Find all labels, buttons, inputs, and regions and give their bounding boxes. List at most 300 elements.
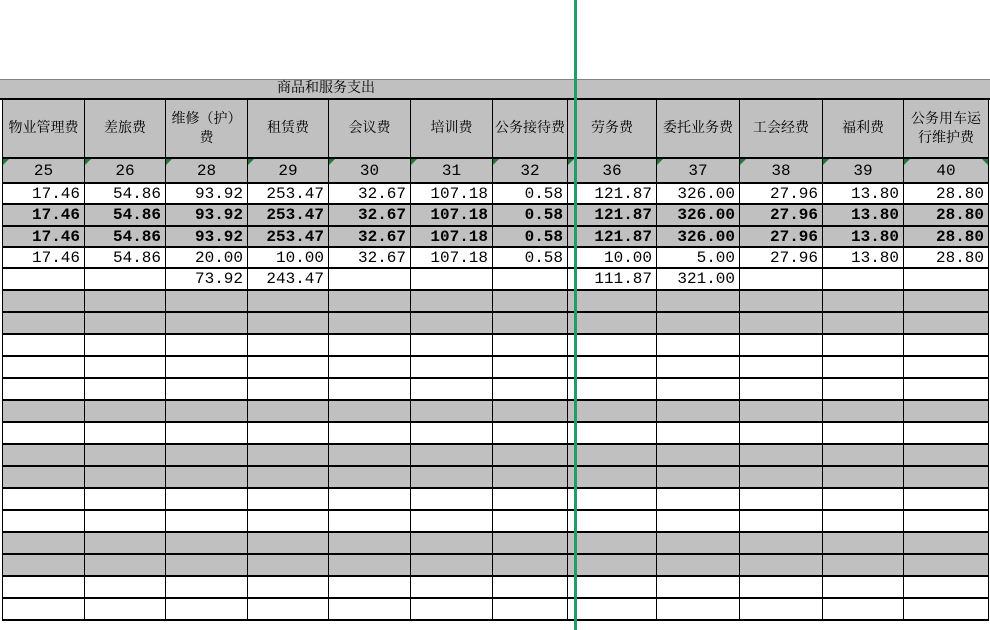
data-cell[interactable]: 54.86 xyxy=(85,226,166,247)
empty-cell[interactable] xyxy=(657,532,740,554)
empty-cell[interactable] xyxy=(568,466,657,488)
empty-cell[interactable] xyxy=(493,400,568,422)
column-code-28[interactable]: 28 xyxy=(166,158,248,183)
corner-indicator-triangle-icon xyxy=(823,159,829,165)
empty-cell[interactable] xyxy=(166,598,248,620)
empty-cell[interactable] xyxy=(740,444,823,466)
column-code-32[interactable]: 32 xyxy=(493,158,568,183)
empty-cell[interactable] xyxy=(85,400,166,422)
data-row-1 xyxy=(3,183,989,204)
empty-cell[interactable] xyxy=(411,334,493,356)
empty-cell[interactable] xyxy=(904,532,989,554)
empty-cell[interactable] xyxy=(657,312,740,334)
empty-cell[interactable] xyxy=(3,422,85,444)
empty-cell[interactable] xyxy=(329,356,411,378)
empty-cell[interactable] xyxy=(3,576,85,598)
empty-cell[interactable] xyxy=(740,598,823,620)
empty-cell[interactable] xyxy=(248,312,329,334)
empty-cell[interactable] xyxy=(740,466,823,488)
empty-cell[interactable] xyxy=(329,598,411,620)
empty-cell[interactable] xyxy=(740,532,823,554)
empty-cell[interactable] xyxy=(493,290,568,312)
empty-row-6 xyxy=(3,400,989,422)
empty-cell[interactable] xyxy=(248,334,329,356)
column-code-29[interactable]: 29 xyxy=(248,158,329,183)
empty-cell[interactable] xyxy=(329,488,411,510)
empty-cell[interactable] xyxy=(411,510,493,532)
empty-row-5 xyxy=(3,378,989,400)
empty-cell[interactable] xyxy=(329,554,411,576)
empty-cell[interactable] xyxy=(166,576,248,598)
empty-cell[interactable] xyxy=(411,554,493,576)
empty-row-7 xyxy=(3,422,989,444)
empty-cell[interactable] xyxy=(823,510,904,532)
empty-row-3 xyxy=(3,334,989,356)
empty-cell[interactable] xyxy=(740,576,823,598)
column-code-38[interactable]: 38 xyxy=(740,158,823,183)
empty-row-15 xyxy=(3,598,989,620)
data-cell[interactable]: 253.47 xyxy=(248,183,329,204)
empty-cell[interactable] xyxy=(823,400,904,422)
empty-cell[interactable] xyxy=(166,444,248,466)
data-cell[interactable] xyxy=(740,268,823,290)
empty-cell[interactable] xyxy=(248,466,329,488)
empty-cell[interactable] xyxy=(568,532,657,554)
empty-cell[interactable] xyxy=(657,488,740,510)
empty-cell[interactable] xyxy=(740,554,823,576)
column-header-37[interactable]: 委托业务费 xyxy=(657,100,740,158)
data-cell[interactable] xyxy=(823,268,904,290)
empty-cell[interactable] xyxy=(823,554,904,576)
empty-cell[interactable] xyxy=(329,312,411,334)
empty-cell[interactable] xyxy=(248,510,329,532)
empty-cell[interactable] xyxy=(166,312,248,334)
empty-cell[interactable] xyxy=(568,422,657,444)
data-cell[interactable]: 54.86 xyxy=(85,183,166,204)
empty-cell[interactable] xyxy=(904,378,989,400)
data-cell[interactable]: 54.86 xyxy=(85,247,166,268)
data-cell[interactable]: 28.80 xyxy=(904,204,989,226)
data-cell[interactable]: 28.80 xyxy=(904,226,989,247)
empty-cell[interactable] xyxy=(568,334,657,356)
data-cell[interactable]: 10.00 xyxy=(568,247,657,268)
empty-cell[interactable] xyxy=(657,378,740,400)
data-cell[interactable]: 27.96 xyxy=(740,247,823,268)
empty-cell[interactable] xyxy=(3,554,85,576)
empty-cell[interactable] xyxy=(904,334,989,356)
data-cell[interactable]: 321.00 xyxy=(657,268,740,290)
empty-cell[interactable] xyxy=(823,290,904,312)
empty-cell[interactable] xyxy=(657,510,740,532)
empty-cell[interactable] xyxy=(85,576,166,598)
empty-row-13 xyxy=(3,554,989,576)
column-code-30[interactable]: 30 xyxy=(329,158,411,183)
empty-cell[interactable] xyxy=(166,532,248,554)
empty-cell[interactable] xyxy=(823,422,904,444)
column-code-row xyxy=(3,158,989,183)
data-cell[interactable] xyxy=(329,268,411,290)
data-cell[interactable]: 73.92 xyxy=(166,268,248,290)
empty-cell[interactable] xyxy=(493,510,568,532)
empty-cell[interactable] xyxy=(493,554,568,576)
empty-cell[interactable] xyxy=(657,444,740,466)
empty-cell[interactable] xyxy=(568,554,657,576)
expense-table xyxy=(2,100,989,621)
empty-cell[interactable] xyxy=(904,290,989,312)
data-cell[interactable]: 27.96 xyxy=(740,226,823,247)
empty-cell[interactable] xyxy=(740,510,823,532)
data-cell[interactable]: 107.18 xyxy=(411,247,493,268)
empty-cell[interactable] xyxy=(657,400,740,422)
column-header-31[interactable]: 培训费 xyxy=(411,100,493,158)
empty-cell[interactable] xyxy=(493,532,568,554)
column-header-25[interactable]: 物业管理费 xyxy=(3,100,85,158)
column-header-row xyxy=(3,100,989,158)
data-cell[interactable]: 253.47 xyxy=(248,226,329,247)
data-cell[interactable]: 253.47 xyxy=(248,204,329,226)
empty-cell[interactable] xyxy=(568,488,657,510)
data-cell[interactable]: 0.58 xyxy=(493,204,568,226)
empty-cell[interactable] xyxy=(823,532,904,554)
data-cell[interactable]: 28.80 xyxy=(904,247,989,268)
corner-indicator-triangle-icon xyxy=(166,159,172,165)
empty-cell[interactable] xyxy=(904,488,989,510)
data-cell[interactable]: 13.80 xyxy=(823,183,904,204)
empty-cell[interactable] xyxy=(329,290,411,312)
empty-cell[interactable] xyxy=(568,400,657,422)
data-cell[interactable]: 27.96 xyxy=(740,183,823,204)
empty-cell[interactable] xyxy=(3,598,85,620)
empty-cell[interactable] xyxy=(568,378,657,400)
corner-indicator-triangle-icon xyxy=(493,159,499,165)
empty-cell[interactable] xyxy=(904,554,989,576)
empty-cell[interactable] xyxy=(85,532,166,554)
empty-cell[interactable] xyxy=(657,356,740,378)
data-row-5 xyxy=(3,268,989,290)
empty-cell[interactable] xyxy=(904,576,989,598)
empty-cell[interactable] xyxy=(657,466,740,488)
data-cell[interactable]: 32.67 xyxy=(329,204,411,226)
empty-cell[interactable] xyxy=(85,598,166,620)
empty-cell[interactable] xyxy=(166,488,248,510)
empty-row-12 xyxy=(3,532,989,554)
empty-cell[interactable] xyxy=(493,356,568,378)
data-cell[interactable] xyxy=(3,268,85,290)
empty-cell[interactable] xyxy=(493,312,568,334)
data-cell[interactable]: 32.67 xyxy=(329,247,411,268)
data-cell[interactable]: 326.00 xyxy=(657,226,740,247)
empty-cell[interactable] xyxy=(248,554,329,576)
corner-indicator-triangle-icon xyxy=(248,159,254,165)
empty-cell[interactable] xyxy=(493,598,568,620)
empty-cell[interactable] xyxy=(166,510,248,532)
data-cell[interactable]: 0.58 xyxy=(493,183,568,204)
band-title: 商品和服务支出 xyxy=(277,80,375,96)
empty-cell[interactable] xyxy=(248,532,329,554)
empty-cell[interactable] xyxy=(166,466,248,488)
empty-cell[interactable] xyxy=(329,466,411,488)
data-cell[interactable]: 13.80 xyxy=(823,204,904,226)
empty-cell[interactable] xyxy=(166,554,248,576)
empty-cell[interactable] xyxy=(3,312,85,334)
empty-cell[interactable] xyxy=(411,356,493,378)
empty-cell[interactable] xyxy=(740,312,823,334)
column-code-31[interactable]: 31 xyxy=(411,158,493,183)
data-cell[interactable]: 107.18 xyxy=(411,183,493,204)
empty-cell[interactable] xyxy=(823,378,904,400)
data-cell[interactable]: 28.80 xyxy=(904,183,989,204)
empty-row-8 xyxy=(3,444,989,466)
empty-cell[interactable] xyxy=(657,422,740,444)
empty-cell[interactable] xyxy=(823,488,904,510)
data-cell[interactable]: 32.67 xyxy=(329,226,411,247)
corner-indicator-triangle-icon xyxy=(85,159,91,165)
empty-cell[interactable] xyxy=(248,422,329,444)
empty-cell[interactable] xyxy=(568,598,657,620)
empty-cell[interactable] xyxy=(3,356,85,378)
column-header-26[interactable]: 差旅费 xyxy=(85,100,166,158)
data-cell[interactable]: 13.80 xyxy=(823,226,904,247)
data-cell[interactable]: 20.00 xyxy=(166,247,248,268)
empty-cell[interactable] xyxy=(740,334,823,356)
empty-cell[interactable] xyxy=(248,598,329,620)
column-header-38[interactable]: 工会经费 xyxy=(740,100,823,158)
data-row-3 xyxy=(3,226,989,247)
column-header-32[interactable]: 公务接待费 xyxy=(493,100,568,158)
corner-indicator-triangle-icon xyxy=(329,159,335,165)
empty-cell[interactable] xyxy=(329,400,411,422)
empty-cell[interactable] xyxy=(904,312,989,334)
data-cell[interactable]: 93.92 xyxy=(166,204,248,226)
data-cell[interactable]: 121.87 xyxy=(568,226,657,247)
empty-cell[interactable] xyxy=(248,290,329,312)
empty-cell[interactable] xyxy=(823,598,904,620)
empty-cell[interactable] xyxy=(493,334,568,356)
empty-cell[interactable] xyxy=(3,290,85,312)
empty-cell[interactable] xyxy=(657,554,740,576)
column-code-40[interactable]: 40 xyxy=(904,158,989,183)
empty-cell[interactable] xyxy=(329,422,411,444)
data-cell[interactable]: 0.58 xyxy=(493,226,568,247)
data-row-2 xyxy=(3,204,989,226)
data-cell[interactable]: 107.18 xyxy=(411,204,493,226)
empty-cell[interactable] xyxy=(823,312,904,334)
empty-cell[interactable] xyxy=(493,488,568,510)
empty-cell[interactable] xyxy=(657,576,740,598)
empty-cell[interactable] xyxy=(493,444,568,466)
empty-cell[interactable] xyxy=(411,400,493,422)
empty-cell[interactable] xyxy=(248,444,329,466)
empty-row-4 xyxy=(3,356,989,378)
empty-cell[interactable] xyxy=(3,510,85,532)
data-cell[interactable]: 17.46 xyxy=(3,226,85,247)
column-header-40[interactable]: 公务用车运行维护费 xyxy=(904,100,989,158)
empty-cell[interactable] xyxy=(85,554,166,576)
empty-cell[interactable] xyxy=(3,466,85,488)
empty-cell[interactable] xyxy=(904,466,989,488)
empty-cell[interactable] xyxy=(85,444,166,466)
column-code-37[interactable]: 37 xyxy=(657,158,740,183)
data-cell[interactable] xyxy=(904,268,989,290)
data-cell[interactable]: 32.67 xyxy=(329,183,411,204)
empty-cell[interactable] xyxy=(329,378,411,400)
empty-cell[interactable] xyxy=(411,466,493,488)
empty-cell[interactable] xyxy=(657,290,740,312)
empty-cell[interactable] xyxy=(904,510,989,532)
empty-cell[interactable] xyxy=(248,356,329,378)
merged-header-cell[interactable] xyxy=(0,79,990,100)
column-code-36[interactable]: 36 xyxy=(568,158,657,183)
empty-cell[interactable] xyxy=(329,510,411,532)
data-cell[interactable]: 243.47 xyxy=(248,268,329,290)
data-cell[interactable]: 93.92 xyxy=(166,226,248,247)
empty-cell[interactable] xyxy=(740,378,823,400)
data-cell[interactable]: 0.58 xyxy=(493,247,568,268)
empty-cell[interactable] xyxy=(3,444,85,466)
empty-cell[interactable] xyxy=(493,422,568,444)
empty-cell[interactable] xyxy=(248,576,329,598)
data-cell[interactable]: 27.96 xyxy=(740,204,823,226)
empty-cell[interactable] xyxy=(3,400,85,422)
empty-cell[interactable] xyxy=(85,312,166,334)
empty-cell[interactable] xyxy=(166,356,248,378)
data-cell[interactable]: 17.46 xyxy=(3,247,85,268)
empty-cell[interactable] xyxy=(85,378,166,400)
empty-cell[interactable] xyxy=(568,312,657,334)
data-cell[interactable] xyxy=(411,268,493,290)
empty-cell[interactable] xyxy=(568,444,657,466)
empty-cell[interactable] xyxy=(166,290,248,312)
empty-cell[interactable] xyxy=(329,444,411,466)
empty-cell[interactable] xyxy=(823,334,904,356)
data-cell[interactable]: 107.18 xyxy=(411,226,493,247)
empty-cell[interactable] xyxy=(411,488,493,510)
empty-cell[interactable] xyxy=(568,576,657,598)
empty-cell[interactable] xyxy=(411,378,493,400)
empty-cell[interactable] xyxy=(411,532,493,554)
empty-cell[interactable] xyxy=(329,576,411,598)
empty-cell[interactable] xyxy=(568,290,657,312)
column-header-30[interactable]: 会议费 xyxy=(329,100,411,158)
empty-cell[interactable] xyxy=(166,400,248,422)
empty-cell[interactable] xyxy=(823,466,904,488)
data-cell[interactable]: 17.46 xyxy=(3,183,85,204)
column-header-39[interactable]: 福利费 xyxy=(823,100,904,158)
data-cell[interactable]: 5.00 xyxy=(657,247,740,268)
data-cell[interactable]: 93.92 xyxy=(166,183,248,204)
column-header-28[interactable]: 维修（护）费 xyxy=(166,100,248,158)
empty-cell[interactable] xyxy=(823,356,904,378)
empty-cell[interactable] xyxy=(568,510,657,532)
corner-indicator-triangle-icon xyxy=(411,159,417,165)
empty-cell[interactable] xyxy=(329,334,411,356)
empty-cell[interactable] xyxy=(493,466,568,488)
empty-cell[interactable] xyxy=(248,378,329,400)
empty-cell[interactable] xyxy=(411,576,493,598)
empty-cell[interactable] xyxy=(740,422,823,444)
empty-cell[interactable] xyxy=(568,356,657,378)
empty-cell[interactable] xyxy=(3,532,85,554)
empty-cell[interactable] xyxy=(85,334,166,356)
empty-row-9 xyxy=(3,466,989,488)
column-code-26[interactable]: 26 xyxy=(85,158,166,183)
empty-row-2 xyxy=(3,312,989,334)
corner-indicator-triangle-icon xyxy=(904,159,910,165)
empty-cell[interactable] xyxy=(3,488,85,510)
data-cell[interactable]: 10.00 xyxy=(248,247,329,268)
column-code-25[interactable]: 25 xyxy=(3,158,85,183)
empty-row-10 xyxy=(3,488,989,510)
empty-cell[interactable] xyxy=(657,334,740,356)
empty-cell[interactable] xyxy=(248,400,329,422)
data-cell[interactable]: 17.46 xyxy=(3,204,85,226)
empty-cell[interactable] xyxy=(166,378,248,400)
empty-cell[interactable] xyxy=(740,488,823,510)
empty-cell[interactable] xyxy=(3,378,85,400)
corner-indicator-triangle-icon xyxy=(657,159,663,165)
empty-cell[interactable] xyxy=(85,466,166,488)
empty-cell[interactable] xyxy=(411,598,493,620)
corner-indicator-triangle-icon xyxy=(3,159,9,165)
empty-cell[interactable] xyxy=(823,444,904,466)
page-break-line[interactable] xyxy=(574,0,577,630)
empty-cell[interactable] xyxy=(904,400,989,422)
data-cell[interactable] xyxy=(85,268,166,290)
empty-cell[interactable] xyxy=(904,444,989,466)
corner-indicator-triangle-icon xyxy=(982,159,988,165)
empty-cell[interactable] xyxy=(411,422,493,444)
data-cell[interactable]: 121.87 xyxy=(568,183,657,204)
empty-cell[interactable] xyxy=(85,510,166,532)
data-cell[interactable]: 54.86 xyxy=(85,204,166,226)
empty-cell[interactable] xyxy=(85,488,166,510)
empty-cell[interactable] xyxy=(166,422,248,444)
empty-cell[interactable] xyxy=(740,400,823,422)
data-cell[interactable]: 326.00 xyxy=(657,183,740,204)
empty-cell[interactable] xyxy=(248,488,329,510)
empty-cell[interactable] xyxy=(493,576,568,598)
data-cell[interactable]: 13.80 xyxy=(823,247,904,268)
empty-cell[interactable] xyxy=(411,290,493,312)
column-code-39[interactable]: 39 xyxy=(823,158,904,183)
data-cell[interactable]: 121.87 xyxy=(568,204,657,226)
empty-cell[interactable] xyxy=(823,576,904,598)
empty-cell[interactable] xyxy=(3,334,85,356)
empty-cell[interactable] xyxy=(85,290,166,312)
empty-cell[interactable] xyxy=(904,422,989,444)
empty-row-14 xyxy=(3,576,989,598)
data-row-4 xyxy=(3,247,989,268)
empty-cell[interactable] xyxy=(166,334,248,356)
empty-cell[interactable] xyxy=(904,356,989,378)
empty-cell[interactable] xyxy=(329,532,411,554)
empty-cell[interactable] xyxy=(740,290,823,312)
empty-row-1 xyxy=(3,290,989,312)
column-header-29[interactable]: 租赁费 xyxy=(248,100,329,158)
empty-cell[interactable] xyxy=(411,444,493,466)
data-cell[interactable]: 326.00 xyxy=(657,204,740,226)
empty-cell[interactable] xyxy=(85,422,166,444)
empty-cell[interactable] xyxy=(740,356,823,378)
empty-cell[interactable] xyxy=(85,356,166,378)
data-cell[interactable]: 111.87 xyxy=(568,268,657,290)
column-header-36[interactable]: 劳务费 xyxy=(568,100,657,158)
empty-cell[interactable] xyxy=(904,598,989,620)
empty-cell[interactable] xyxy=(493,378,568,400)
empty-cell[interactable] xyxy=(411,312,493,334)
data-cell[interactable] xyxy=(493,268,568,290)
empty-cell[interactable] xyxy=(657,598,740,620)
